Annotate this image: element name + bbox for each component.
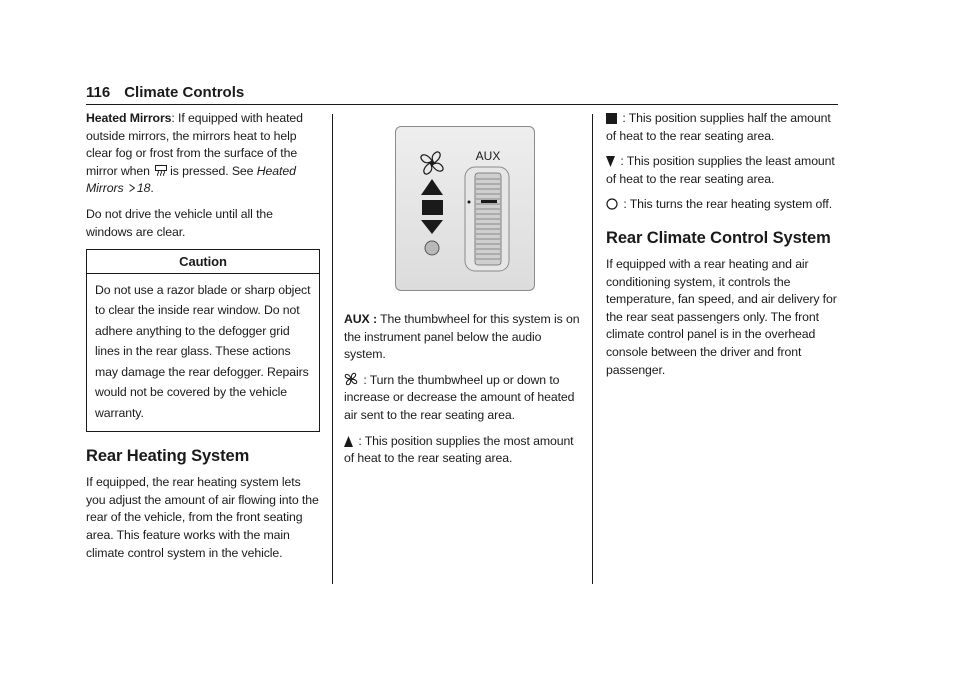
panel-aux-label: AUX	[475, 149, 501, 163]
rear-heating-heading: Rear Heating System	[86, 447, 250, 466]
caution-title: Caution	[87, 250, 319, 274]
triangle-up-icon	[344, 436, 353, 447]
defogger-icon	[155, 165, 167, 176]
least-paragraph	[606, 153, 838, 188]
rear-climate-heading: Rear Climate Control System	[606, 228, 831, 247]
triangle-up-icon	[421, 179, 443, 195]
section-title: Climate Controls	[124, 84, 245, 101]
least-text: : This position supplies the least amount of heat to the rear seating area.	[606, 154, 835, 186]
page-number: 116	[86, 84, 111, 101]
caution-box	[86, 249, 320, 432]
column-divider-right	[592, 114, 593, 584]
aux-text: The thumbwheel for this system is on the instrument panel below the audio system.	[344, 312, 580, 362]
heated-mirrors-paragraph	[86, 110, 320, 198]
heated-mirrors-page[interactable]: 18	[136, 181, 151, 196]
square-icon	[422, 200, 443, 215]
square-icon	[606, 113, 617, 124]
aux-control-panel-image	[395, 126, 535, 291]
period: .	[150, 181, 154, 196]
fan-text: : Turn the thumbwheel up or down to increase or decrease the amount of heated air sent to the rear seating area.	[344, 372, 575, 422]
caution-body: Do not use a razor blade or sharp object to clear the inside rear window. Do not adhere anything to the defogger grid lines in the rear glass. These actions may damage the rear defogger. Repairs would not be covered by the vehicle warranty.	[95, 282, 311, 420]
rear-heating-body: If equipped, the rear heating system lets you adjust the amount of air flowing into the rear of the vehicle, from the front seating area. This feature works with the main climate control system in the vehicle.	[86, 475, 319, 560]
column-left	[86, 110, 320, 570]
off-text: : This turns the rear heating system off.	[620, 197, 833, 212]
up-text: : This position supplies the most amount of heat to the rear seating area.	[344, 433, 574, 466]
arrow-right-icon	[129, 184, 135, 192]
rear-climate-body: If equipped with a rear heating and air conditioning system, it controls the temperature, fan speed, and air delivery for the rear seat passengers only. The front climate control panel is in the overhead console between the driver and front passenger.	[606, 256, 837, 377]
aux-label: AUX :	[344, 312, 377, 326]
triangle-down-icon	[421, 220, 443, 234]
circle-off-icon	[425, 241, 439, 255]
heated-mirrors-text: : If equipped with heated outside mirrors, the mirrors heat to help clear fog or frost from the surface of the mirror when	[86, 111, 303, 178]
half-text: : This position supplies half the amount of heat to the rear seating area.	[606, 111, 831, 143]
heated-mirrors-link[interactable]: Heated Mirrors	[86, 163, 296, 196]
column-middle	[344, 311, 582, 476]
column-divider-left	[332, 114, 333, 584]
up-paragraph	[344, 433, 582, 468]
drive-note: Do not drive the vehicle until all the windows are clear.	[86, 206, 273, 239]
aux-panel-drawing	[396, 127, 534, 290]
heated-mirrors-label: Heated Mirrors	[86, 111, 172, 125]
triangle-down-icon	[606, 156, 615, 167]
heated-mirrors-see: is pressed. See	[170, 163, 254, 178]
half-paragraph	[606, 110, 838, 145]
header-rule	[86, 104, 838, 105]
fan-icon	[344, 372, 358, 386]
fan-icon	[421, 152, 443, 174]
column-right	[606, 110, 838, 387]
circle-off-icon	[606, 198, 618, 210]
page-header	[86, 84, 244, 101]
aux-paragraph	[344, 311, 582, 364]
fan-paragraph	[344, 372, 582, 425]
off-paragraph	[606, 196, 838, 214]
